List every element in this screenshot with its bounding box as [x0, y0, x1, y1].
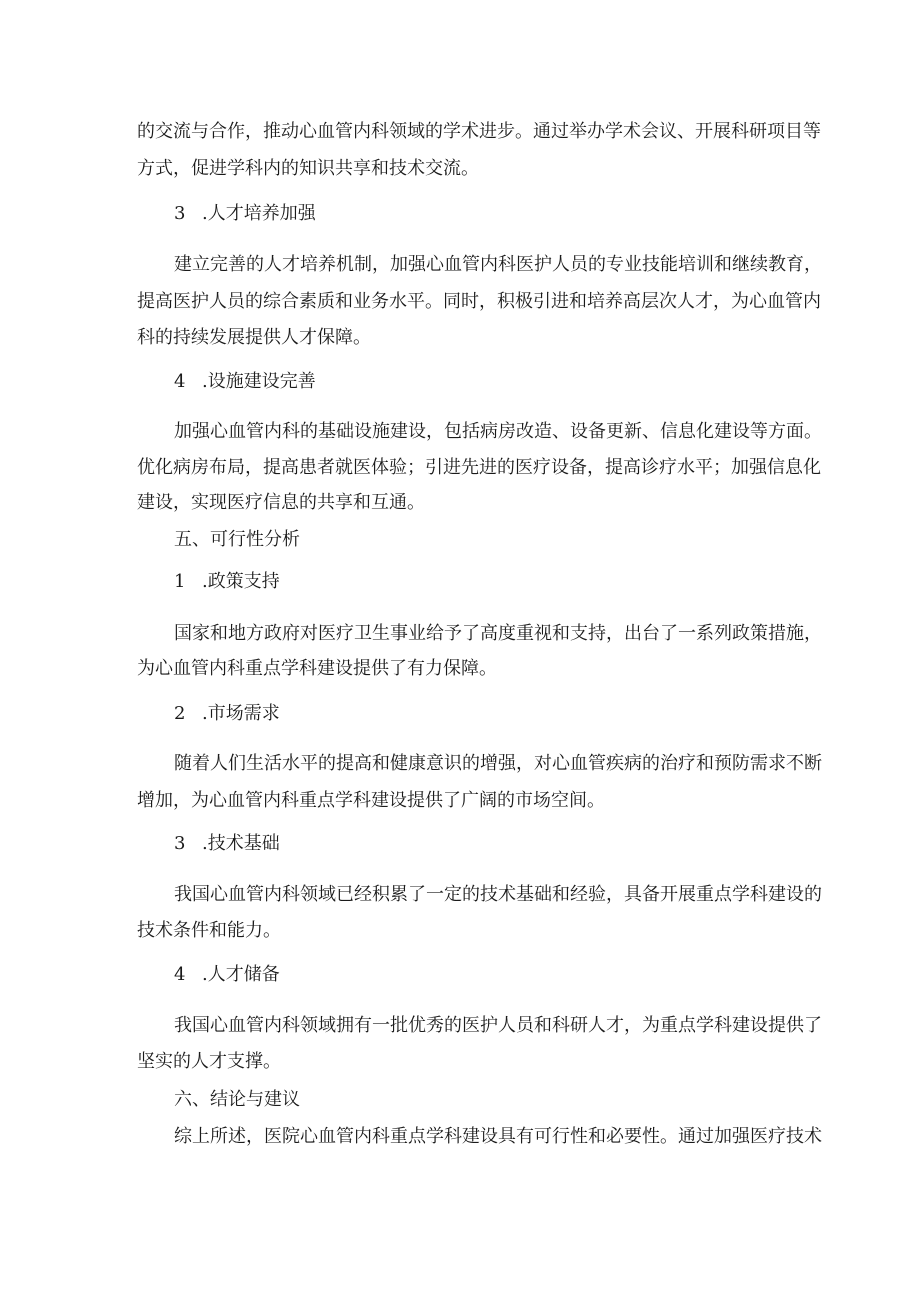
- text-line: 方式，促进学科内的知识共享和技术交流。: [137, 158, 479, 179]
- text-line: 提高医护人员的综合素质和业务水平。同时，积极引进和培养高层次人才，为心血管内: [137, 291, 821, 312]
- section-title: 六、结论与建议: [174, 1089, 300, 1110]
- numbered-heading: [174, 202, 316, 226]
- text-line: 优化病房布局，提高患者就医体验；引进先进的医疗设备，提高诊疗水平；加强信息化: [137, 457, 821, 478]
- heading-text: .设施建设完善: [202, 371, 316, 392]
- heading-text: .人才培养加强: [202, 203, 316, 224]
- heading-number: 4: [174, 964, 186, 985]
- text-line: 增加，为心血管内科重点学科建设提供了广阔的市场空间。: [137, 790, 605, 811]
- text-line: 科的持续发展提供人才保障。: [137, 327, 371, 348]
- text-line: 综上所述，医院心血管内科重点学科建设具有可行性和必要性。通过加强医疗技术: [174, 1126, 822, 1147]
- heading-number: 4: [174, 371, 186, 392]
- numbered-heading: [174, 570, 280, 594]
- text-line: 的交流与合作，推动心血管内科领域的学术进步。通过举办学术会议、开展科研项目等: [137, 121, 821, 142]
- heading-number: 3: [174, 833, 186, 854]
- text-line: 随着人们生活水平的提高和健康意识的增强，对心血管疾病的治疗和预防需求不断: [174, 753, 822, 774]
- heading-number: 3: [174, 203, 186, 224]
- text-line: 建立完善的人才培养机制，加强心血管内科医护人员的专业技能培训和继续教育，: [174, 254, 822, 275]
- heading-text: .市场需求: [202, 703, 280, 724]
- text-line: 建设，实现医疗信息的共享和互通。: [137, 492, 425, 513]
- numbered-heading: [174, 702, 280, 726]
- numbered-heading: [174, 370, 316, 394]
- text-line: 技术条件和能力。: [137, 920, 281, 941]
- text-line: 国家和地方政府对医疗卫生事业给予了高度重视和支持，出台了一系列政策措施，: [174, 623, 822, 644]
- section-title: 五、可行性分析: [174, 529, 300, 550]
- text-line: 坚实的人才支撑。: [137, 1051, 281, 1072]
- text-line: 为心血管内科重点学科建设提供了有力保障。: [137, 658, 497, 679]
- numbered-heading: [174, 832, 280, 856]
- text-line: 我国心血管内科领域已经积累了一定的技术基础和经验，具备开展重点学科建设的: [174, 884, 822, 905]
- heading-text: .技术基础: [202, 833, 280, 854]
- text-line: 我国心血管内科领域拥有一批优秀的医护人员和科研人才，为重点学科建设提供了: [174, 1015, 822, 1036]
- heading-number: 1: [174, 571, 186, 592]
- heading-text: .人才储备: [202, 964, 280, 985]
- numbered-heading: [174, 963, 280, 987]
- heading-text: .政策支持: [202, 571, 280, 592]
- text-line: 加强心血管内科的基础设施建设，包括病房改造、设备更新、信息化建设等方面。: [174, 421, 822, 442]
- heading-number: 2: [174, 703, 186, 724]
